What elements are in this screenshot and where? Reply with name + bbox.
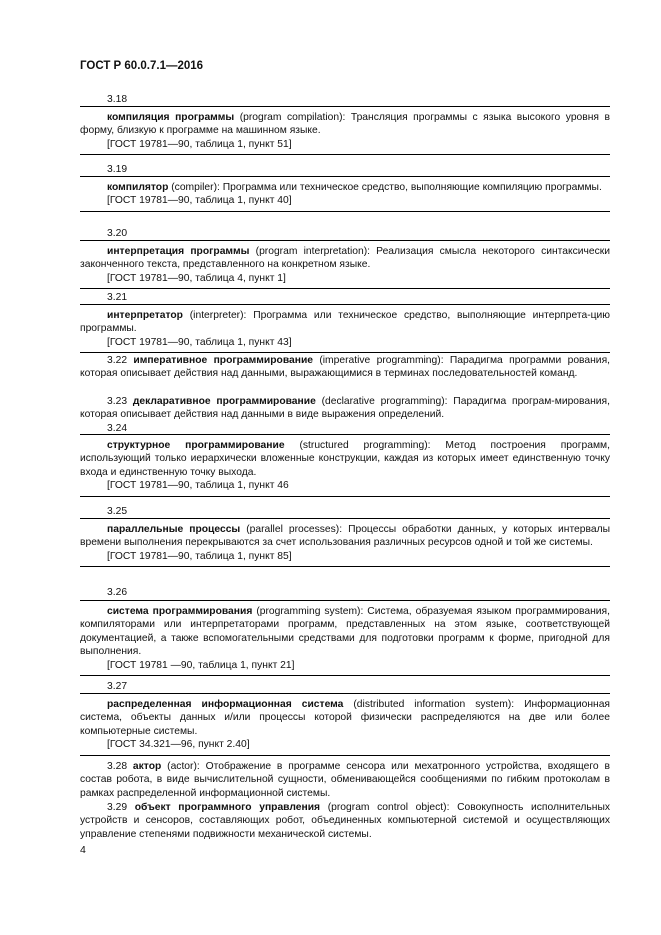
- definition-text: [80, 181, 610, 194]
- entry-number: 3.21: [107, 292, 128, 303]
- definition-text: [80, 698, 610, 738]
- term: система программирования: [107, 606, 253, 617]
- definition-text: [80, 245, 610, 272]
- source-reference: [ГОСТ 19781—90, таблица 1, пункт 51]: [107, 138, 292, 150]
- term: структурное программирование: [107, 440, 285, 451]
- definition-box: [80, 600, 610, 676]
- term: распределенная информационная система: [107, 699, 344, 710]
- definition-box: [80, 518, 610, 567]
- term: императивное программирование: [133, 355, 314, 366]
- definition: (imperative programming): Парадигма программи рования, которая описывает действия над данными, выражающимися в терминах последовательностей команд.: [80, 355, 610, 380]
- term: компилятор: [107, 182, 169, 193]
- entry-number: 3.28: [107, 761, 128, 772]
- definition: (distributed information system): Информационная система, объекты данных и/или процессы которой физически распределяются на две или более компьютерные системы.: [80, 699, 611, 737]
- definition: (program interpretation): Реализация смысла некоторого синтаксически законченного текста, представленного на конкретном языке.: [80, 246, 610, 271]
- source-reference: [ГОСТ 19781—90, таблица 1, пункт 40]: [107, 195, 292, 207]
- definition: (programming system): Система, образуемая языком программирования, компиляторами или интерпретаторами программ, представленных на этом языке, соответствующей документацией, а также вспомогательными средствами для подготовки программ к форме, пригодной для выполнения.: [80, 606, 610, 658]
- term: декларативное программирование: [132, 396, 316, 407]
- definition: (program compilation): Трансляция программы с языка высокого уровня в форму, близкую к программе на машинном языке.: [80, 112, 610, 137]
- definition-text: [80, 111, 610, 138]
- term: актор: [132, 761, 162, 772]
- definition-paragraph: [80, 760, 610, 800]
- definition-box: [80, 106, 610, 155]
- page-number: 4: [80, 844, 86, 856]
- source-reference: [ГОСТ 19781—90, таблица 1, пункт 85]: [107, 550, 292, 562]
- definition-box: [80, 434, 610, 497]
- source-reference: [ГОСТ 34.321—96, пункт 2.40]: [107, 739, 250, 751]
- term: интерпретатор: [107, 310, 183, 321]
- definition-text: [80, 523, 610, 550]
- definition-paragraph: [80, 395, 610, 422]
- definition-box: [80, 693, 610, 756]
- entry-number: 3.29: [107, 802, 128, 813]
- definition: (structured programming): Метод построения программ, использующий только иерархически вложенные конструкции, каждая из которых имеет единственную точку входа и единственную точку выхода.: [80, 440, 610, 478]
- entry-number: 3.27: [107, 681, 128, 692]
- entry-number: 3.22: [107, 355, 128, 366]
- entry-number: 3.25: [107, 506, 128, 517]
- source-reference: [ГОСТ 19781—90, таблица 4, пункт 1]: [107, 272, 286, 284]
- document-header: ГОСТ Р 60.0.7.1—2016: [80, 60, 204, 72]
- source-reference: [ГОСТ 19781 —90, таблица 1, пункт 21]: [107, 659, 295, 671]
- definition-paragraph: [80, 354, 610, 381]
- entry-number: 3.24: [107, 423, 128, 434]
- definition: (compiler): Программа или техническое средство, выполняющие компиляцию программы.: [168, 182, 602, 193]
- source-reference: [ГОСТ 19781—90, таблица 1, пункт 43]: [107, 336, 292, 348]
- definition-box: [80, 176, 610, 212]
- entry-number: 3.19: [107, 164, 128, 175]
- definition-text: [80, 605, 610, 659]
- term: компиляция программы: [107, 112, 235, 123]
- definition-text: [80, 439, 610, 479]
- term: объект программного управления: [134, 802, 321, 813]
- entry-number: 3.26: [107, 587, 128, 598]
- definition: (declarative programming): Парадигма програм-мирования, которая описывает действия над данными в виде выражения определений.: [80, 396, 610, 421]
- definition-box: [80, 304, 610, 353]
- term: параллельные процессы: [107, 524, 241, 535]
- definition: (parallel processes): Процессы обработки данных, у которых интервалы времени выполнения перекрываются за счет использования различных ресурсов одной и той же системы.: [80, 524, 610, 549]
- entry-number: 3.20: [107, 228, 128, 239]
- entry-number: 3.23: [107, 396, 128, 407]
- definition-paragraph: [80, 801, 610, 841]
- definition: (interpreter): Программа или техническое средство, выполняющие интерпрета-цию программы.: [80, 310, 610, 335]
- source-reference: [ГОСТ 19781—90, таблица 1, пункт 46: [107, 480, 289, 492]
- definition-text: [80, 309, 610, 336]
- definition-box: [80, 240, 610, 289]
- entry-number: 3.18: [107, 94, 128, 105]
- definition: (program control object): Совокупность исполнительных устройств и сенсоров, составляющих робот, объединенных компьютерной системой и осуществляющих управление степенями подвижности механической системы.: [80, 802, 610, 840]
- definition: (actor): Отображение в программе сенсора или мехатронного устройства, входящего в состав робота, в виде вычислительной сущности, обменивающейся сообщениями по гибким протоколам в рамках распределенной информационной системы.: [80, 761, 610, 799]
- term: интерпретация программы: [107, 246, 250, 257]
